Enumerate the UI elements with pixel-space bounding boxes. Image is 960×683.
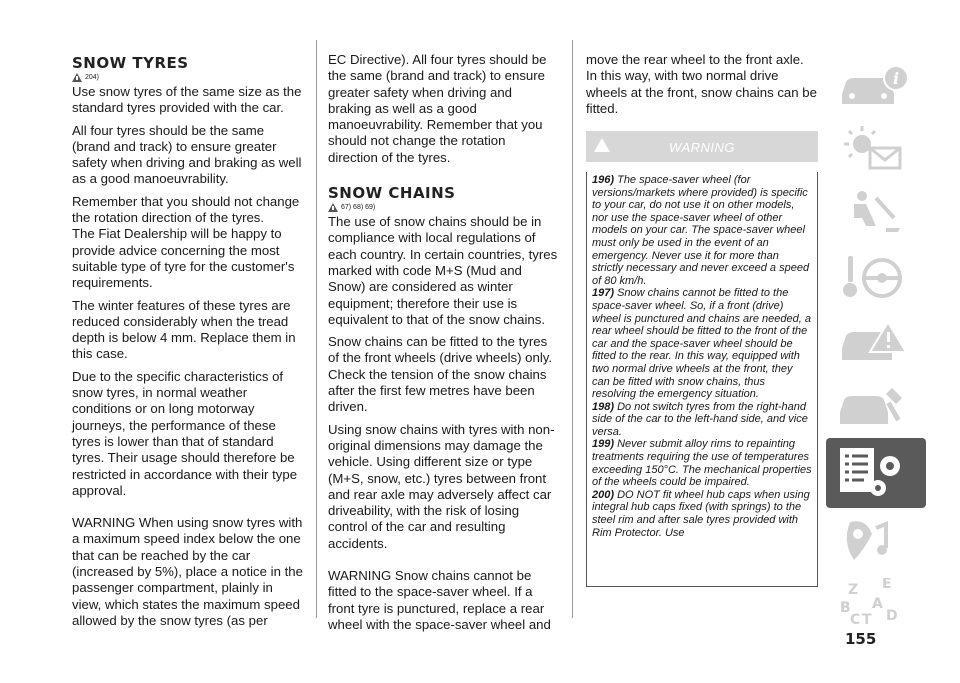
tab-safety[interactable] <box>826 182 926 244</box>
paragraph: Remember that you should not change the rotation direction of the tyres. <box>72 193 300 226</box>
list-gears-icon <box>836 444 916 504</box>
index-letter: Z <box>848 582 859 598</box>
tab-starting-driving[interactable] <box>826 246 926 308</box>
chapter-tabs <box>826 40 926 628</box>
car-info-icon <box>836 60 916 110</box>
tab-emergency[interactable] <box>826 310 926 372</box>
seat-airbag-icon <box>836 188 916 238</box>
paragraph: The Fiat Dealership will be happy to provide advice concerning the most suitable type of tyre for the customer's requirements. <box>72 226 295 291</box>
tab-lights-messages[interactable] <box>826 118 926 180</box>
warning-item-number: 197) <box>592 287 615 300</box>
warning-title: WARNING <box>668 140 736 155</box>
paragraph: Using snow chains with tyres with non-original dimensions may damage the vehicle. Using different size or type (M+S, snow, etc.) tyres between front and rear axle may adversely affect car driveability, with the risk of losing control of the car and resulting accidents. <box>328 421 555 551</box>
lights-mail-icon <box>836 124 916 174</box>
warning-item-text: DO NOT fit wheel hub caps when using integral hub caps fixed (with springs) to the steel rim and after sale tyres provided with Rim Protector. Use <box>592 488 810 539</box>
index-letter: D <box>886 608 898 624</box>
warning-item-number: 198) <box>592 400 615 413</box>
warning-item <box>592 489 812 539</box>
warning-item <box>592 287 812 400</box>
warning-reference-number: 204) <box>85 74 100 81</box>
warning-item-text: Do not switch tyres from the right-hand side of the car to the left-hand side, and vice versa. <box>592 400 808 438</box>
warning-header <box>586 131 818 162</box>
warning-triangle-icon <box>72 73 82 82</box>
music-nav-icon <box>836 516 916 566</box>
section-heading-snow-chains: SNOW CHAINS <box>328 184 456 203</box>
tab-technical-data[interactable] <box>826 438 926 508</box>
key-steering-icon <box>836 252 916 302</box>
warning-item-number: 196) <box>592 174 615 186</box>
paragraph: Snow chains can be fitted to the tyres of the front wheels (drive wheels) only. Check the tension of the snow chains after the first few metres have been driven. <box>328 334 553 415</box>
warning-item <box>592 438 812 488</box>
section-heading-snow-tyres: SNOW TYRES <box>72 54 189 72</box>
warning-reference <box>72 73 304 82</box>
warning-paragraph: WARNING Snow chains cannot be fitted to the space-saver wheel. If a front tyre is punctured, replace a rear wheel with the space-saver wheel and <box>328 568 551 632</box>
warning-references <box>328 203 558 212</box>
tab-car-info[interactable] <box>826 54 926 116</box>
index-letter: E <box>882 578 892 592</box>
index-letter: B <box>840 600 851 616</box>
svg-text:i: i <box>893 69 900 88</box>
warning-item-text: Never submit alloy rims to repainting treatments requiring the use of temperatures exceeding 150°C. The mechanical properties of the wheels could be impaired. <box>592 438 812 489</box>
warning-item-text: Snow chains cannot be fitted to the space-saver wheel. So, if a front (drive) wheel is punctured and chains are needed, a rear wheel should be fitted to the front of the car and the space-saver wheel should be fitted to the rear. In this way, equipped with two normal drive wheels at the front, they can be fitted with snow chains, thus resolving the emergency situation. <box>592 287 811 401</box>
index-letter: T <box>862 612 872 628</box>
column-1 <box>72 54 304 635</box>
column-2 <box>328 52 558 639</box>
car-warning-icon <box>836 316 916 366</box>
index-letter: C <box>850 612 861 628</box>
index-letters-icon <box>836 578 916 628</box>
continued-paragraph: move the rear wheel to the front axle. In this way, with two normal drive wheels at the front, snow chains can be fitted. <box>586 52 817 116</box>
warning-reference-numbers: 67) 68) 69) <box>341 204 376 212</box>
tab-servicing[interactable] <box>826 374 926 436</box>
car-service-icon <box>836 380 916 430</box>
paragraph: Due to the specific characteristics of snow tyres, in normal weather conditions or on long motorway journeys, the performance of these tyres is lower than that of standard tyres. Their usage should therefore be restricted in accordance with their type approval. <box>72 368 298 498</box>
page-number: 155 <box>845 630 877 648</box>
column-divider <box>316 40 317 618</box>
column-divider <box>572 40 573 618</box>
warning-item-text: The space-saver wheel (for versions/markets where provided) is specific to your car, do not use it on other models, nor use the space-saver wheel of other models on your car. The space-saver wheel must only be used in the event of an emergency. Never use it for more than strictly necessary and never exceed a speed of 80 km/h. <box>592 174 810 287</box>
tab-multimedia[interactable] <box>826 510 926 572</box>
column-3 <box>586 52 818 123</box>
continued-paragraph: EC Directive). All four tyres should be the same (brand and track) to ensure greater safety when driving and braking as well as a good manoeuvrability. Remember that you should not change the rotation direction of the tyres. <box>328 52 547 165</box>
paragraph: The winter features of these tyres are reduced considerably when the tread depth is below 4 mm. Replace them in this case. <box>72 297 296 362</box>
paragraph: Use snow tyres of the same size as the standard tyres provided with the car. <box>72 84 302 116</box>
warning-item-number: 199) <box>592 438 615 451</box>
warning-item-number: 200) <box>592 488 615 501</box>
paragraph: All four tyres should be the same (brand and track) to ensure greater safety when driving and braking as well as a good manoeuvrability. <box>72 122 302 187</box>
warning-triangle-icon <box>328 203 338 212</box>
index-letter: A <box>872 596 883 612</box>
warning-item <box>592 401 812 439</box>
warning-list <box>586 172 818 587</box>
warning-paragraph: WARNING When using snow tyres with a maximum speed index below the one that can be reached by the car (increased by 5%), place a notice in the passenger compartment, plainly in view, which states the maximum speed allowed by the snow tyres (as per <box>72 515 303 628</box>
paragraph: The use of snow chains should be in compliance with local regulations of each country. In certain countries, tyres marked with code M+S (Mud and Snow) are considered as winter equipment; therefore their use is equivalent to that of the snow chains. <box>328 214 558 327</box>
warning-box <box>586 131 818 587</box>
tab-index[interactable] <box>826 572 926 634</box>
warning-item <box>592 174 812 287</box>
